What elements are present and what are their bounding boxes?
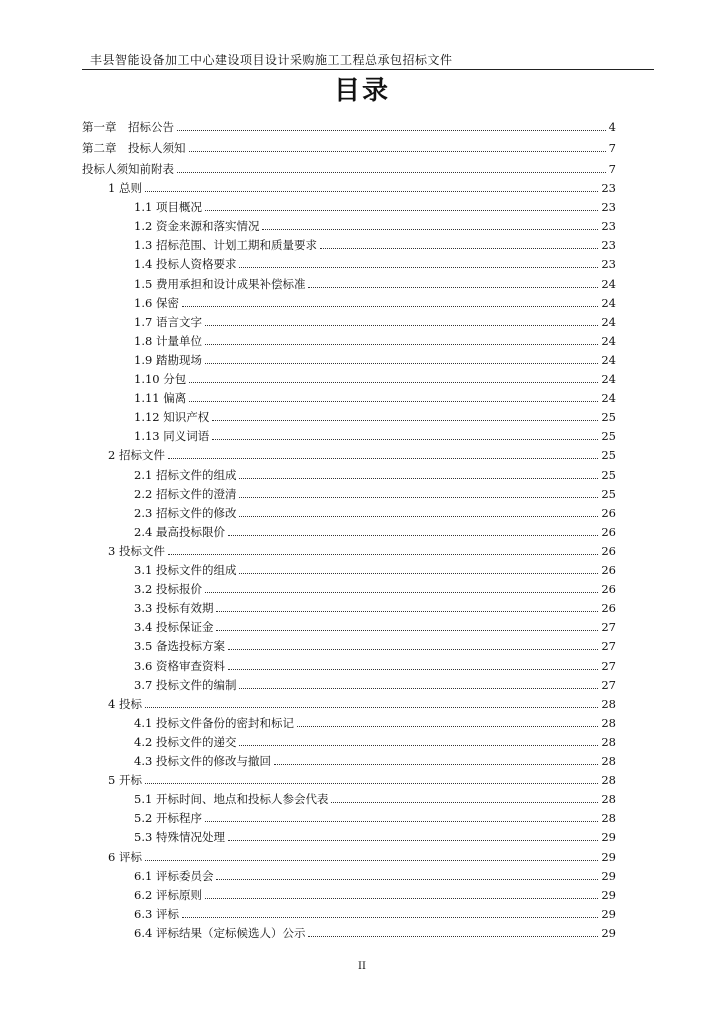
toc-entry-label: 3.1 投标文件的组成 [134, 563, 237, 577]
toc-entry-label: 2 招标文件 [108, 448, 165, 462]
toc-dot-leader [189, 401, 598, 402]
toc-dot-leader [177, 130, 606, 131]
toc-dot-leader [262, 229, 598, 230]
toc-dot-leader [212, 420, 598, 421]
toc-dot-leader [308, 936, 598, 937]
page-number: II [358, 961, 366, 972]
toc-entry[interactable] [82, 867, 616, 886]
toc-entry-page: 25 [601, 448, 616, 462]
toc-entry[interactable] [82, 389, 616, 408]
toc-entry[interactable] [82, 790, 616, 809]
toc-entry-page: 23 [601, 200, 616, 214]
toc-entry-label: 6.4 评标结果（定标候选人）公示 [134, 926, 306, 940]
toc-entry[interactable] [82, 542, 616, 561]
toc-dot-leader [145, 191, 598, 192]
toc-entry-label: 2.4 最高投标限价 [134, 525, 225, 539]
toc-entry-page: 28 [601, 792, 616, 806]
toc-entry-page: 28 [601, 697, 616, 711]
toc-entry[interactable] [82, 370, 616, 389]
toc-entry[interactable] [82, 332, 616, 351]
header-divider [82, 69, 654, 70]
toc-entry-page: 26 [601, 563, 616, 577]
toc-dot-leader [168, 458, 598, 459]
toc-entry-label: 第一章 招标公告 [82, 120, 174, 134]
toc-entry[interactable] [82, 676, 616, 695]
toc-dot-leader [205, 344, 598, 345]
toc-entry-label: 5 开标 [108, 773, 142, 787]
toc-entry[interactable] [82, 217, 616, 236]
toc-entry-page: 28 [601, 716, 616, 730]
toc-entry-label: 2.3 招标文件的修改 [134, 506, 237, 520]
toc-dot-leader [320, 248, 598, 249]
toc-entry-page: 7 [608, 141, 616, 155]
toc-entry-label: 3.7 投标文件的编制 [134, 678, 237, 692]
toc-entry-page: 29 [601, 850, 616, 864]
toc-entry[interactable] [82, 466, 616, 485]
toc-entry-page: 29 [601, 907, 616, 921]
toc-dot-leader [239, 516, 598, 517]
toc-entry-page: 24 [601, 391, 616, 405]
toc-entry[interactable] [82, 580, 616, 599]
toc-entry-label: 5.3 特殊情况处理 [134, 830, 225, 844]
toc-entry-page: 24 [601, 296, 616, 310]
toc-entry-page: 4 [608, 120, 616, 134]
toc-entry[interactable] [82, 139, 616, 158]
toc-dot-leader [216, 611, 598, 612]
toc-entry[interactable] [82, 198, 616, 217]
toc-entry-page: 26 [601, 544, 616, 558]
toc-entry-label: 1.7 语言文字 [134, 315, 202, 329]
toc-entry-label: 1.10 分包 [134, 372, 187, 386]
toc-dot-leader [228, 535, 598, 536]
toc-entry[interactable] [82, 905, 616, 924]
toc-dot-leader [205, 363, 598, 364]
toc-entry-label: 1.13 同义词语 [134, 429, 210, 443]
toc-dot-leader [274, 764, 598, 765]
toc-entry-label: 1.3 招标范围、计划工期和质量要求 [134, 238, 317, 252]
toc-dot-leader [205, 821, 598, 822]
toc-entry[interactable] [82, 523, 616, 542]
running-header: 丰县智能设备加工中心建设项目设计采购施工工程总承包招标文件 [90, 53, 453, 67]
toc-entry-page: 24 [601, 277, 616, 291]
toc-entry-page: 27 [601, 659, 616, 673]
toc-entry-label: 6.1 评标委员会 [134, 869, 214, 883]
toc-entry[interactable] [82, 809, 616, 828]
toc-entry[interactable] [82, 637, 616, 656]
toc-entry[interactable] [82, 714, 616, 733]
toc-entry-page: 24 [601, 353, 616, 367]
toc-dot-leader [205, 898, 598, 899]
toc-entry-page: 28 [601, 735, 616, 749]
toc-entry[interactable] [82, 408, 616, 427]
toc-entry-page: 25 [601, 468, 616, 482]
toc-entry-page: 23 [601, 219, 616, 233]
toc-dot-leader [308, 287, 598, 288]
toc-entry[interactable] [82, 160, 616, 179]
toc-entry-page: 25 [601, 487, 616, 501]
toc-entry-label: 3.2 投标报价 [134, 582, 202, 596]
toc-entry[interactable] [82, 599, 616, 618]
toc-dot-leader [239, 267, 598, 268]
toc-entry-label: 5.1 开标时间、地点和投标人参会代表 [134, 792, 329, 806]
toc-entry-label: 1.1 项目概况 [134, 200, 202, 214]
toc-entry[interactable] [82, 313, 616, 332]
toc-dot-leader [228, 669, 598, 670]
toc-entry-page: 29 [601, 888, 616, 902]
toc-dot-leader [177, 172, 606, 173]
toc-entry-page: 26 [601, 506, 616, 520]
toc-entry-label: 1.5 费用承担和设计成果补偿标准 [134, 277, 306, 291]
toc-entry-label: 1.8 计量单位 [134, 334, 202, 348]
toc-dot-leader [212, 439, 598, 440]
toc-dot-leader [228, 840, 598, 841]
toc-entry-label: 6.3 评标 [134, 907, 179, 921]
toc-entry-page: 23 [601, 257, 616, 271]
toc-entry-label: 1.4 投标人资格要求 [134, 257, 237, 271]
toc-entry-page: 24 [601, 315, 616, 329]
toc-entry[interactable] [82, 351, 616, 370]
toc-entry-label: 1.9 踏勘现场 [134, 353, 202, 367]
toc-entry-page: 23 [601, 181, 616, 195]
toc-entry-label: 1.11 偏离 [134, 391, 187, 405]
toc-entry-label: 1 总则 [108, 181, 142, 195]
toc-entry-page: 28 [601, 754, 616, 768]
toc-entry-label: 3 投标文件 [108, 544, 165, 558]
toc-entry[interactable] [82, 485, 616, 504]
toc-entry[interactable] [82, 771, 616, 790]
toc-entry[interactable] [82, 446, 616, 465]
toc-entry[interactable] [82, 275, 616, 294]
toc-entry[interactable] [82, 848, 616, 867]
toc-entry-label: 4.3 投标文件的修改与撤回 [134, 754, 271, 768]
toc-entry[interactable] [82, 255, 616, 274]
toc-dot-leader [239, 573, 598, 574]
toc-entry[interactable] [82, 236, 616, 255]
toc-entry-label: 第二章 投标人须知 [82, 141, 186, 155]
toc-entry-page: 25 [601, 429, 616, 443]
toc-entry-label: 6.2 评标原则 [134, 888, 202, 902]
toc-dot-leader [205, 592, 598, 593]
toc-entry-label: 1.12 知识产权 [134, 410, 210, 424]
toc-dot-leader [145, 707, 598, 708]
toc-entry-page: 25 [601, 410, 616, 424]
toc-entry-page: 23 [601, 238, 616, 252]
toc-entry[interactable] [82, 752, 616, 771]
toc-entry[interactable] [82, 886, 616, 905]
toc-dot-leader [228, 649, 598, 650]
toc-dot-leader [182, 306, 598, 307]
toc-entry-page: 26 [601, 601, 616, 615]
toc-entry[interactable] [82, 828, 616, 847]
toc-entry[interactable] [82, 179, 616, 198]
toc-entry-label: 5.2 开标程序 [134, 811, 202, 825]
toc-entry[interactable] [82, 924, 616, 943]
toc-entry[interactable] [82, 427, 616, 446]
toc-entry-label: 6 评标 [108, 850, 142, 864]
toc-dot-leader [168, 554, 598, 555]
toc-dot-leader [239, 497, 598, 498]
toc-dot-leader [205, 210, 598, 211]
toc-dot-leader [297, 726, 598, 727]
toc-entry-page: 29 [601, 830, 616, 844]
toc-entry-label: 4 投标 [108, 697, 142, 711]
toc-entry-page: 26 [601, 582, 616, 596]
toc-entry-label: 1.2 资金来源和落实情况 [134, 219, 260, 233]
toc-entry[interactable] [82, 657, 616, 676]
toc-entry-page: 7 [608, 162, 616, 176]
toc-entry-label: 3.5 备选投标方案 [134, 639, 225, 653]
toc-entry-label: 投标人须知前附表 [82, 162, 174, 176]
toc-entry-page: 29 [601, 926, 616, 940]
page-title: 目录 [333, 76, 390, 106]
toc-entry[interactable] [82, 618, 616, 637]
toc-entry-page: 26 [601, 525, 616, 539]
toc-entry[interactable] [82, 695, 616, 714]
toc-entry-label: 4.1 投标文件备份的密封和标记 [134, 716, 294, 730]
toc-entry-label: 2.1 招标文件的组成 [134, 468, 237, 482]
toc-entry-label: 3.4 投标保证金 [134, 620, 214, 634]
toc-dot-leader [216, 630, 598, 631]
toc-entry-label: 3.6 资格审查资料 [134, 659, 225, 673]
toc-dot-leader [216, 879, 598, 880]
toc-entry[interactable] [82, 561, 616, 580]
toc-dot-leader [189, 382, 598, 383]
toc-entry-page: 29 [601, 869, 616, 883]
toc-dot-leader [205, 325, 598, 326]
toc-entry-label: 2.2 招标文件的澄清 [134, 487, 237, 501]
toc-dot-leader [182, 917, 598, 918]
toc-entry-page: 28 [601, 811, 616, 825]
toc-dot-leader [239, 478, 598, 479]
toc-dot-leader [145, 783, 598, 784]
toc-dot-leader [239, 745, 598, 746]
toc-entry-page: 27 [601, 620, 616, 634]
toc-dot-leader [145, 860, 598, 861]
toc-entry[interactable] [82, 118, 616, 137]
toc-entry-page: 28 [601, 773, 616, 787]
toc-entry-label: 4.2 投标文件的递交 [134, 735, 237, 749]
toc-entry-page: 24 [601, 334, 616, 348]
toc-entry-page: 27 [601, 639, 616, 653]
toc-dot-leader [239, 688, 598, 689]
toc-entry[interactable] [82, 733, 616, 752]
toc-dot-leader [189, 151, 606, 152]
toc-entry-label: 3.3 投标有效期 [134, 601, 214, 615]
toc-entry-page: 24 [601, 372, 616, 386]
toc-dot-leader [331, 802, 598, 803]
toc-entry-page: 27 [601, 678, 616, 692]
toc-entry-label: 1.6 保密 [134, 296, 179, 310]
toc-entry[interactable] [82, 294, 616, 313]
toc-entry[interactable] [82, 504, 616, 523]
